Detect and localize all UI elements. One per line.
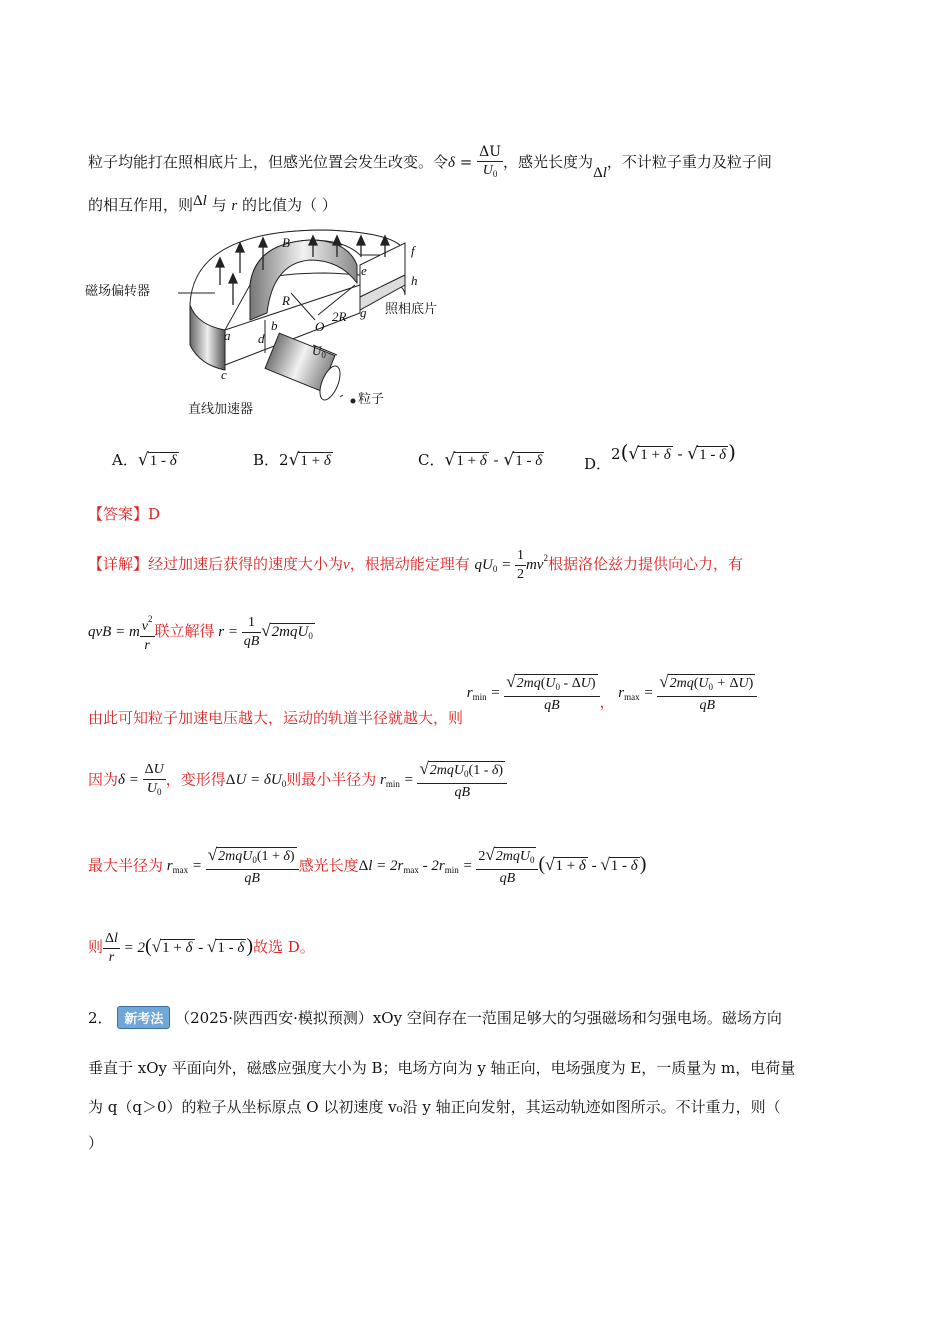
option-c[interactable]: C．√1 + δ - √1 - δ <box>418 450 543 470</box>
q2-line3: 为 q（q＞0）的粒子从坐标原点 O 以初速度 v₀沿 y 轴正向发射，其运动轨迹如图所示。不计重力，则（ <box>88 1098 781 1116</box>
svg-text:b: b <box>271 318 278 333</box>
delta-def-fraction: $\frac{\Delta U}{U_0}$ <box>479 144 502 179</box>
svg-text:照相底片: 照相底片 <box>385 302 438 317</box>
q2-line1: 2． 新考法 （2025·陕西西安·模拟预测）xOy 空间存在一范围足够大的匀强磁场和匀强电场。磁场方向 <box>88 1006 782 1029</box>
q2-line2: 垂直于 xOy 平面向外，磁感应强度大小为 B；电场方向为 y 轴正向，电场强度为 E，一质量为 m，电荷量 <box>88 1059 796 1077</box>
q1-line1: 粒子均能打在照相底片上，但感光位置会发生改变。令δ = $\frac{\Delta U}{U_0}$ ，感光长度为Δl，不计粒子重力及粒子间 <box>88 144 772 181</box>
svg-text:磁场偏转器: 磁场偏转器 <box>85 284 151 299</box>
analysis-line3: 由此可知粒子加速电压越大，运动的轨道半径就越大，则 $r_{min}$ = $\frac{√2mq(U_0 - \Delta U)}{qB}$ ， $r_{max}$ = $\frac{√2mq(U_0 + \Delta U)}{qB}$ <box>88 673 757 715</box>
svg-text:B: B <box>282 235 290 250</box>
q1-line1-b: ，感光长度为 <box>503 153 594 171</box>
svg-text:e: e <box>361 263 367 278</box>
q1-line1-c: ，不计粒子重力及粒子间 <box>606 153 772 171</box>
option-b[interactable]: B．2√1 + δ <box>253 450 331 470</box>
q1-line1-a: 粒子均能打在照相底片上，但感光位置会发生改变。令 <box>88 153 449 171</box>
new-method-badge: 新考法 <box>117 1006 170 1029</box>
svg-text:R: R <box>282 293 290 308</box>
svg-text:O: O <box>315 319 325 334</box>
svg-text:直线加速器: 直线加速器 <box>188 402 254 417</box>
analysis-line2: qvB = m $\frac{v^2}{r}$ 联立解得 r = $\frac{1}{qB}$ √2mqU$_0$ <box>88 610 315 655</box>
analysis-line4: 因为δ = $\frac{\Delta U}{U_0}$ ，变形得$\Delta U = \delta U_0$则最小半径为 $r_{min}$ = $\frac{√2mqU_0(1 - \delta)}{qB}$ <box>88 760 507 802</box>
svg-text:d: d <box>258 331 265 346</box>
analysis-line1: 【详解】经过加速后获得的速度大小为v，根据动能定理有 $qU_0$ = $\frac{1}{2}$ $mv^2$根据洛伦兹力提供向心力，有 <box>88 548 743 582</box>
q2-line4: ） <box>88 1134 104 1152</box>
q1-line2: 的相互作用，则Δl 与 r 的比值为（ ） <box>88 193 337 214</box>
option-a[interactable]: A．√1 - δ <box>112 450 177 470</box>
analysis-line6: 则 $\frac{\Delta l}{r}$ = 2(√1 + δ - √1 - δ )故选 D。 <box>88 931 315 965</box>
svg-text:c: c <box>221 367 227 382</box>
svg-text:2R: 2R <box>332 309 347 324</box>
svg-text:U0: $U_0$ <box>312 343 326 360</box>
svg-text:h: h <box>411 273 418 288</box>
answer-line: 【答案】D <box>88 505 161 523</box>
option-d[interactable]: D．2(√1 + δ - √1 - δ ) <box>584 440 736 473</box>
analysis-line5: 最大半径为 $r_{max}$ = $\frac{√2mqU_0(1 + \delta)}{qB}$ 感光长度$\Delta l = 2r_{max} - 2r_{min}$ = $\frac{2√2mqU_0}{qB}$ (√1 + δ - √1 - δ ) <box>88 845 647 886</box>
svg-text:粒子: 粒子 <box>358 392 385 407</box>
svg-text:g: g <box>360 305 367 320</box>
mass-spectrometer-figure <box>85 225 465 425</box>
svg-text:f: f <box>411 243 415 258</box>
svg-text:a: a <box>224 328 231 343</box>
